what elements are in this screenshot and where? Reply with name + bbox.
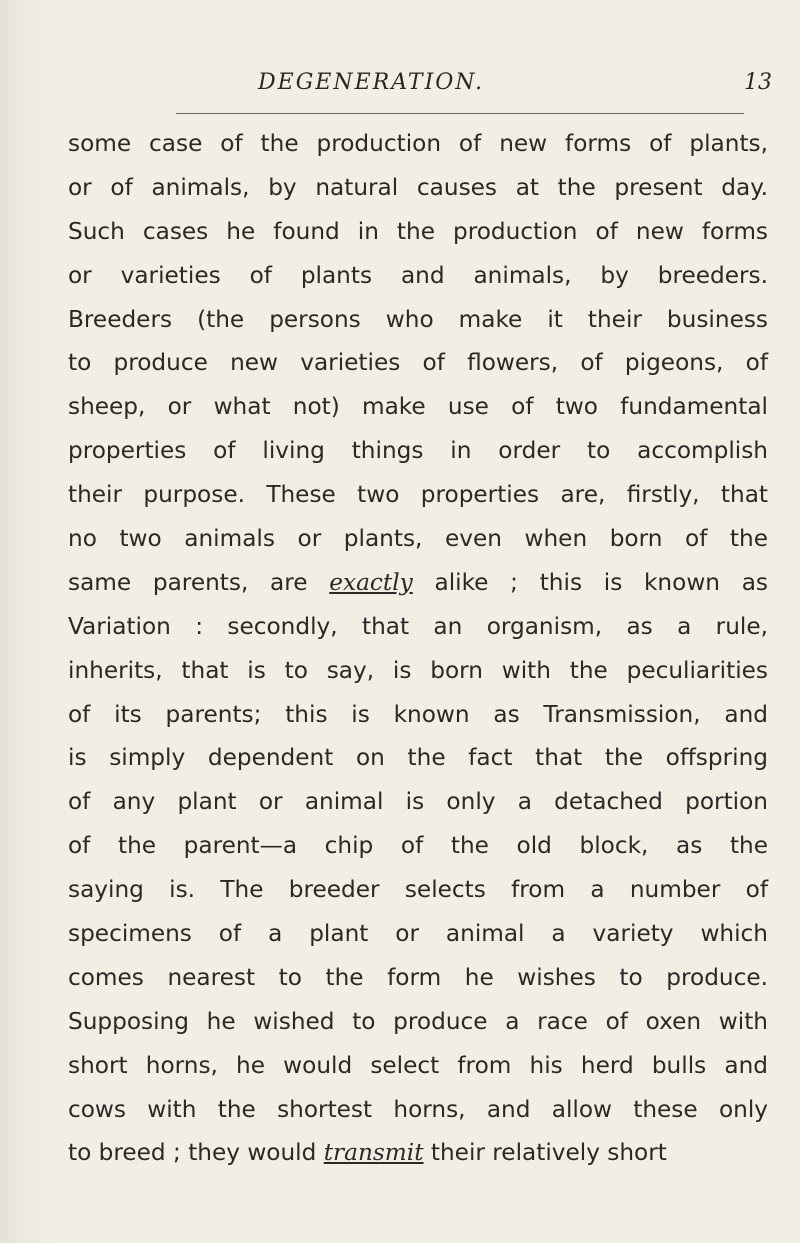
- text-line: [68, 824, 768, 868]
- text-segment: of its parents; this is known as Transmission, and: [68, 700, 768, 728]
- text-segment: comes nearest to the form he wishes to produce.: [68, 963, 768, 991]
- text-segment: saying is. The breeder selects from a number of: [68, 876, 768, 904]
- text-line: [68, 298, 768, 342]
- body-text: [68, 122, 768, 1175]
- page-header: [0, 70, 800, 110]
- text-segment: sheep, or what not) make use of two fundamental: [68, 393, 768, 421]
- text-line: [68, 605, 768, 649]
- text-line: [68, 210, 768, 254]
- text-line: [68, 956, 768, 1000]
- text-line: [68, 736, 768, 780]
- italic-emphasis: exactly: [329, 568, 413, 596]
- text-segment: Variation : secondly, that an organism, as a rule,: [68, 612, 768, 640]
- text-line: [68, 649, 768, 693]
- text-line: [68, 561, 768, 605]
- italic-emphasis: transmit: [323, 1139, 424, 1167]
- text-line: [68, 517, 768, 561]
- text-segment: specimens of a plant or animal a variety which: [68, 920, 768, 948]
- text-segment: to produce new varieties of flowers, of pigeons, of: [68, 349, 768, 377]
- text-line: [68, 1044, 768, 1088]
- text-line: [68, 341, 768, 385]
- text-segment: inherits, that is to say, is born with the peculiarities: [68, 656, 768, 684]
- text-segment: properties of living things in order to accomplish: [68, 437, 768, 465]
- text-line: [68, 1000, 768, 1044]
- text-line: [68, 693, 768, 737]
- text-line: [68, 122, 768, 166]
- text-line: [68, 868, 768, 912]
- text-segment: Breeders (the persons who make it their business: [68, 305, 768, 333]
- page-number: 13: [744, 70, 772, 95]
- text-segment: Supposing he wished to produce a race of oxen with: [68, 1007, 768, 1035]
- text-segment: their relatively short: [423, 1139, 667, 1167]
- text-segment: Such cases he found in the production of new forms: [68, 217, 768, 245]
- text-segment: is simply dependent on the fact that the offspring: [68, 744, 768, 772]
- running-title: DEGENERATION.: [258, 70, 485, 95]
- text-segment: same parents, are: [68, 568, 330, 596]
- text-line: [68, 1088, 768, 1132]
- text-segment: or of animals, by natural causes at the present day.: [68, 173, 768, 201]
- text-line: [68, 780, 768, 824]
- text-line: [68, 385, 768, 429]
- text-segment: of any plant or animal is only a detached portion: [68, 788, 768, 816]
- text-segment: no two animals or plants, even when born of the: [68, 525, 768, 553]
- text-line: [68, 254, 768, 298]
- text-segment: short horns, he would select from his herd bulls and: [68, 1051, 768, 1079]
- header-rule: [176, 113, 744, 114]
- text-line: [68, 1131, 768, 1175]
- text-line: [68, 912, 768, 956]
- text-line: [68, 166, 768, 210]
- text-segment: or varieties of plants and animals, by breeders.: [68, 261, 768, 289]
- text-segment: cows with the shortest horns, and allow these only: [68, 1095, 768, 1123]
- text-segment: to breed ; they would: [68, 1139, 324, 1167]
- text-segment: of the parent—a chip of the old block, as the: [68, 832, 768, 860]
- text-line: [68, 473, 768, 517]
- text-line: [68, 429, 768, 473]
- text-segment: some case of the production of new forms of plants,: [68, 130, 768, 157]
- text-segment: alike ; this is known as: [412, 568, 768, 596]
- text-segment: their purpose. These two properties are, firstly, that: [68, 481, 768, 509]
